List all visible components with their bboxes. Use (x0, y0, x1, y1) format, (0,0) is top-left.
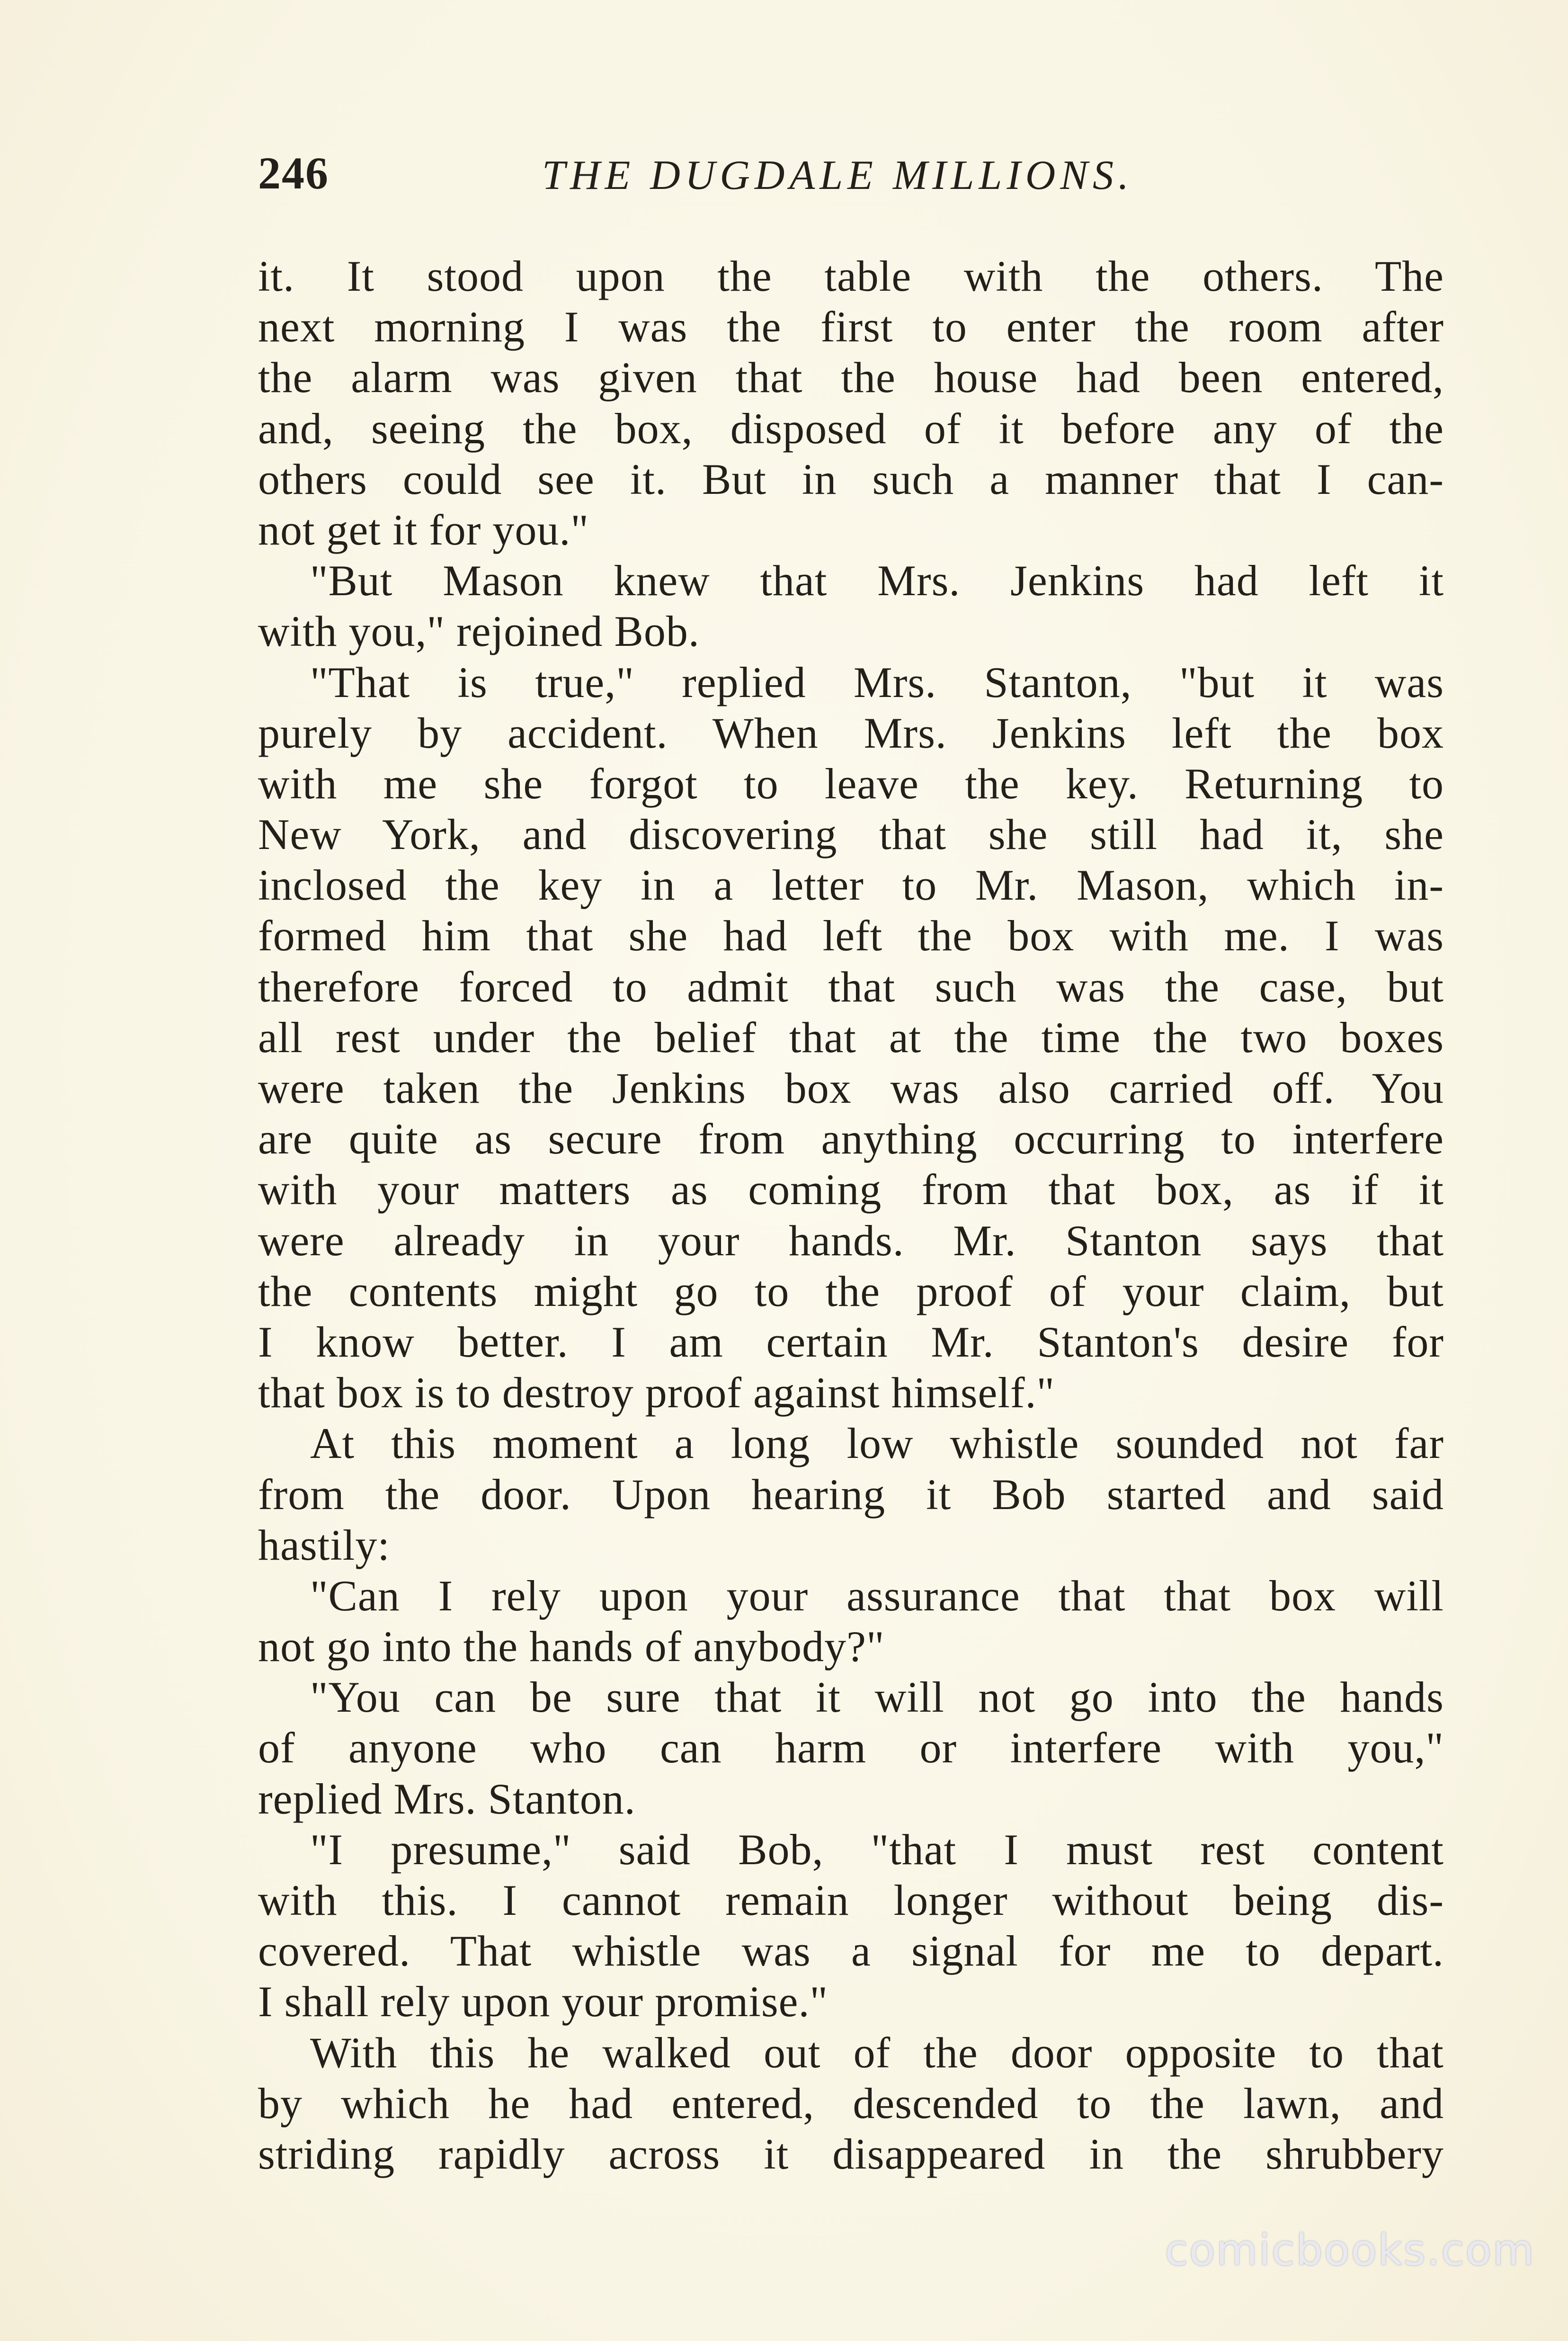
text-line: the alarm was given that the house had been entered, (258, 353, 1444, 402)
text-line: I shall rely upon your promise." (258, 1977, 829, 2026)
text-line: I know better. I am certain Mr. Stanton's desire for (258, 1317, 1444, 1366)
text-line: are quite as secure from anything occurring to interfere (258, 1115, 1444, 1163)
text-line: "But Mason knew that Mrs. Jenkins had left it (310, 556, 1444, 605)
text-line: all rest under the belief that at the time the two boxes (258, 1013, 1444, 1062)
text-line: covered. That whistle was a signal for me to depart. (258, 1927, 1444, 1975)
text-line: with me she forgot to leave the key. Returning to (258, 759, 1444, 808)
text-line: formed him that she had left the box with me. I was (258, 911, 1444, 960)
page-header (258, 147, 1451, 218)
text-line: of anyone who can harm or interfere with you," (258, 1724, 1444, 1772)
text-line: therefore forced to admit that such was the case, but (258, 962, 1444, 1011)
text-line: inclosed the key in a letter to Mr. Mason, which in- (258, 861, 1444, 910)
text-line: with this. I cannot remain longer without being dis- (258, 1876, 1444, 1924)
text-line: "I presume," said Bob, "that I must rest content (310, 1825, 1444, 1874)
text-line: purely by accident. When Mrs. Jenkins left the box (258, 708, 1444, 757)
text-line: others could see it. But in such a manner that I can- (258, 455, 1444, 503)
text-line: "That is true," replied Mrs. Stanton, "but it was (310, 658, 1444, 706)
text-line: New York, and discovering that she still had it, she (258, 810, 1444, 859)
text-line: with your matters as coming from that box, as if it (258, 1165, 1444, 1214)
text-line: striding rapidly across it disappeared in the shrubbery (258, 2129, 1444, 2178)
text-line: by which he had entered, descended to the lawn, and (258, 2079, 1444, 2127)
text-line: "Can I rely upon your assurance that that box will (310, 1571, 1444, 1620)
text-line: from the door. Upon hearing it Bob started and said (258, 1470, 1444, 1519)
text-line: not go into the hands of anybody?" (258, 1622, 885, 1671)
text-line: At this moment a long low whistle sounded not far (310, 1419, 1444, 1468)
text-line: replied Mrs. Stanton. (258, 1774, 636, 1823)
text-line: that box is to destroy proof against himself." (258, 1368, 1055, 1417)
text-line: it. It stood upon the table with the others. The (258, 252, 1444, 300)
text-line: not get it for you." (258, 505, 589, 554)
text-line: "You can be sure that it will not go into the hands (310, 1673, 1444, 1722)
text-line: were taken the Jenkins box was also carried off. You (258, 1064, 1444, 1112)
text-line: and, seeing the box, disposed of it before any of the (258, 404, 1444, 453)
text-line: hastily: (258, 1520, 390, 1569)
text-line: with you," rejoined Bob. (258, 607, 700, 656)
text-line: With this he walked out of the door opposite to that (310, 2028, 1444, 2077)
text-line: were already in your hands. Mr. Stanton says that (258, 1216, 1444, 1265)
text-line: next morning I was the first to enter the room after (258, 303, 1444, 351)
body-text (258, 251, 1444, 2180)
text-line: the contents might go to the proof of your claim, but (258, 1267, 1444, 1315)
running-head: THE DUGDALE MILLIONS. (542, 152, 1133, 198)
page-number: 246 (258, 148, 329, 198)
watermark: comicbooks.com (1165, 2225, 1535, 2275)
